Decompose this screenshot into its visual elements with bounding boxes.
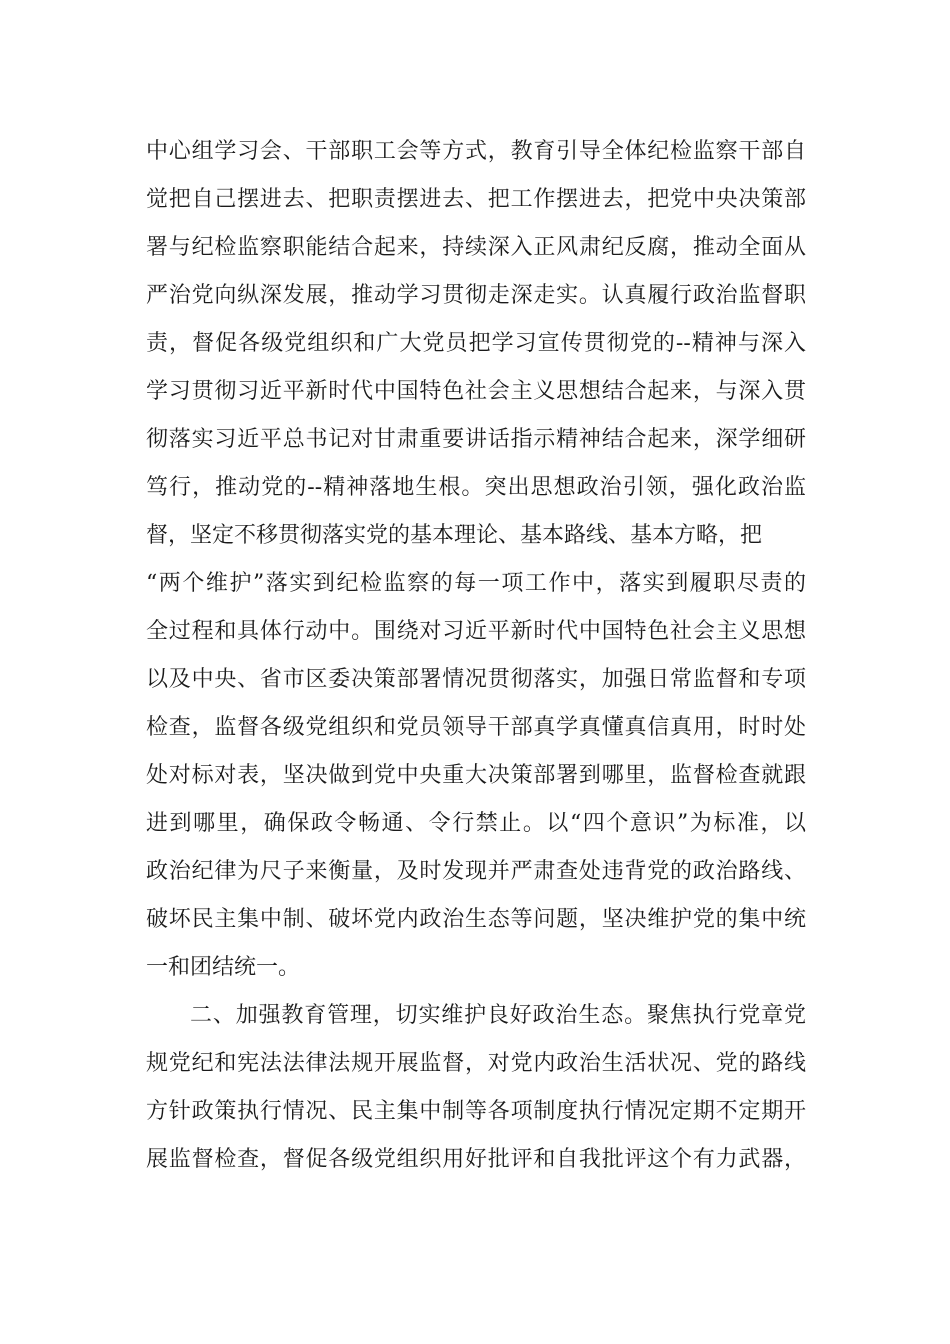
text-line-10: “两个维护”落实到纪检监察的每一项工作中，落实到履职尽责的 <box>146 571 806 596</box>
text-line-9: 督，坚定不移贯彻落实党的基本理论、基本路线、基本方略，把 <box>146 523 763 548</box>
text-line-5: 责，督促各级党组织和广大党员把学习宣传贯彻党的--精神与深入 <box>146 331 806 356</box>
text-line-7: 彻落实习近平总书记对甘肃重要讲话指示精神结合起来，深学细研 <box>146 427 806 452</box>
text-line-15: 进到哪里，确保政令畅通、令行禁止。以“四个意识”为标准，以 <box>146 811 806 836</box>
text-line-6: 学习贯彻习近平新时代中国特色社会主义思想结合起来，与深入贯 <box>146 379 806 404</box>
text-line-12: 以及中央、省市区委决策部署情况贯彻落实，加强日常监督和专项 <box>146 667 806 692</box>
text-line-21: 方针政策执行情况、民主集中制等各项制度执行情况定期不定期开 <box>146 1099 806 1124</box>
text-line-14: 处对标对表，坚决做到党中央重大决策部署到哪里，监督检查就跟 <box>146 763 806 788</box>
text-line-18: 一和团结统一。 <box>146 955 301 980</box>
text-line-8: 笃行，推动党的--精神落地生根。突出思想政治引领，强化政治监 <box>146 475 806 500</box>
text-line-3: 署与纪检监察职能结合起来，持续深入正风肃纪反腐，推动全面从 <box>146 235 806 260</box>
text-line-13: 检查，监督各级党组织和党员领导干部真学真懂真信真用，时时处 <box>146 715 806 740</box>
text-line-11: 全过程和具体行动中。围绕对习近平新时代中国特色社会主义思想 <box>146 619 806 644</box>
text-line-2: 觉把自己摆进去、把职责摆进去、把工作摆进去，把党中央决策部 <box>146 187 806 212</box>
text-line-20: 规党纪和宪法法律法规开展监督，对党内政治生活状况、党的路线 <box>146 1051 806 1076</box>
text-line-16: 政治纪律为尺子来衡量，及时发现并严肃查处违背党的政治路线、 <box>146 859 806 884</box>
text-line-1: 中心组学习会、干部职工会等方式，教育引导全体纪检监察干部自 <box>146 139 806 164</box>
section-heading-line: 二、加强教育管理，切实维护良好政治生态。聚焦执行党章党 <box>190 1003 806 1028</box>
text-line-22: 展监督检查，督促各级党组织用好批评和自我批评这个有力武器， <box>146 1147 806 1172</box>
text-line-4: 严治党向纵深发展，推动学习贯彻走深走实。认真履行政治监督职 <box>146 283 806 308</box>
text-line-17: 破坏民主集中制、破坏党内政治生态等问题，坚决维护党的集中统 <box>146 907 806 932</box>
